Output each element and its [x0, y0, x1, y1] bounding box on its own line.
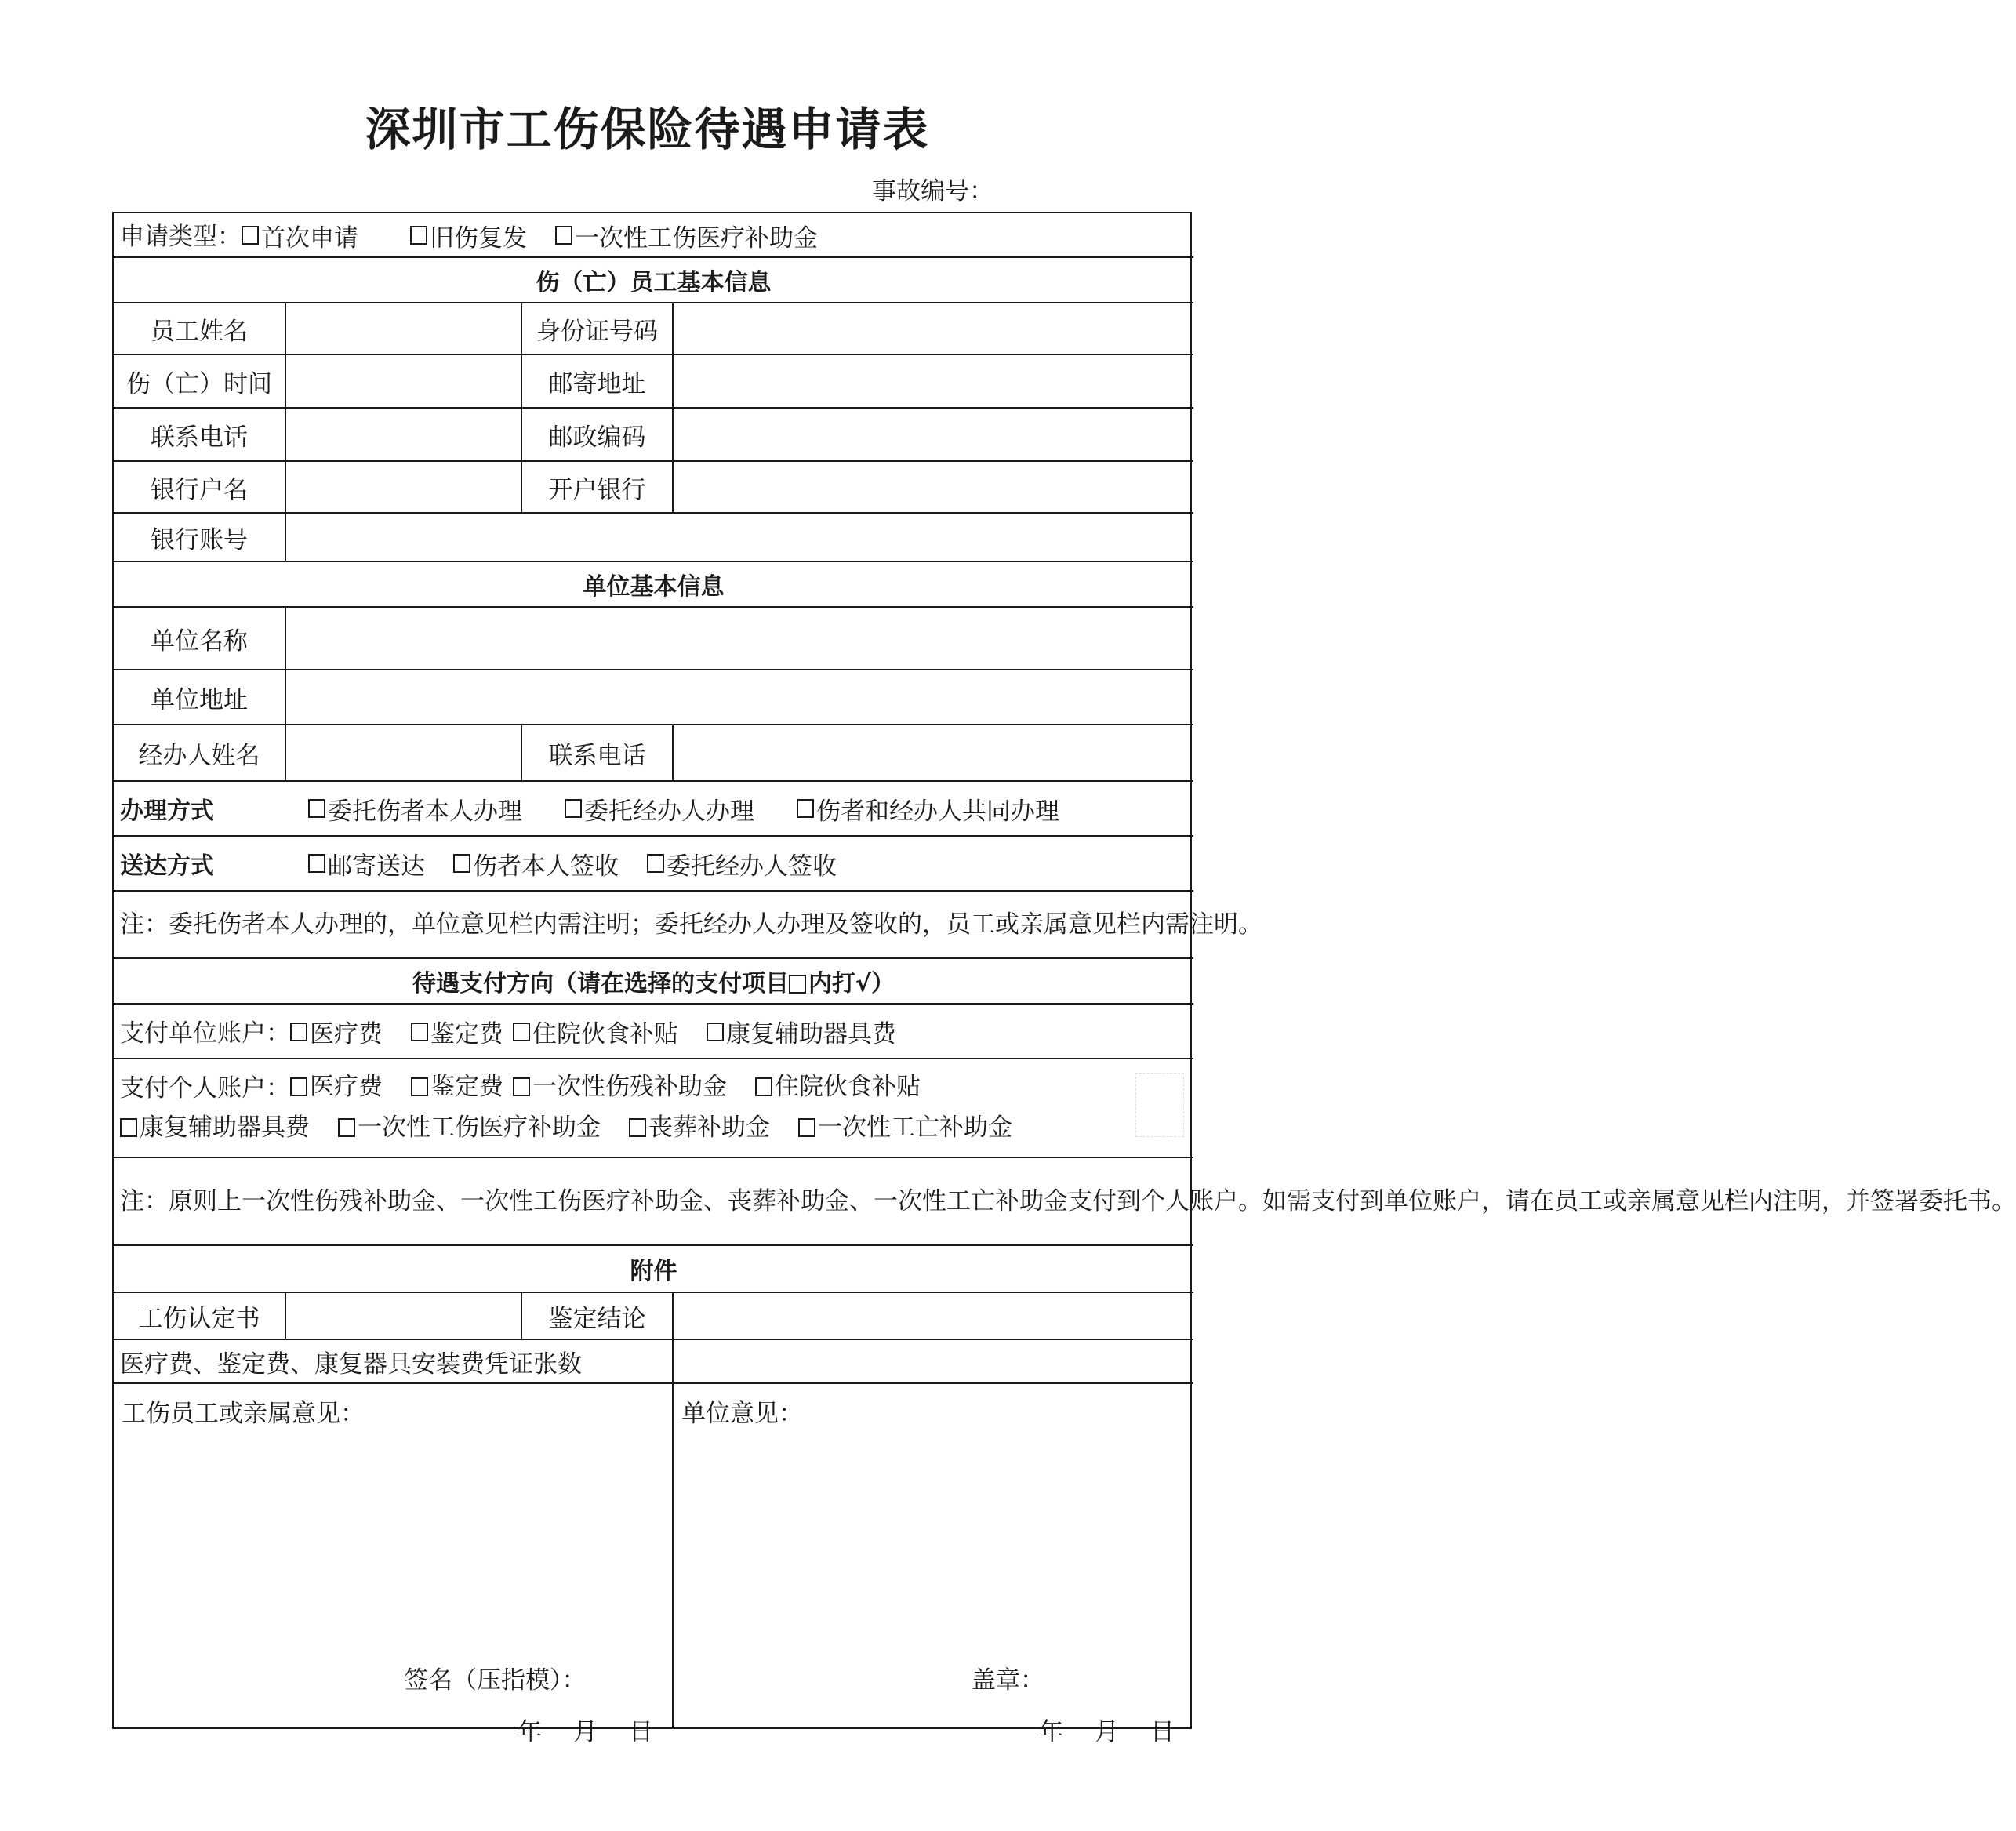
handler-phone-label: 联系电话	[521, 725, 673, 781]
accident-number-label: 事故编号：	[872, 177, 993, 205]
delivery-method-row	[114, 836, 1193, 891]
handling-method-label: 办理方式	[120, 797, 214, 825]
checkbox[interactable]	[513, 1077, 530, 1096]
checkbox[interactable]	[647, 854, 664, 873]
employer-section-header: 单位基本信息	[114, 561, 1193, 607]
personal-option-disability-subsidy[interactable]: 一次性伤残补助金	[513, 1067, 727, 1106]
pay-unit-account-label: 支付单位账户：	[120, 1019, 290, 1048]
injury-certificate-field[interactable]	[285, 1292, 521, 1339]
application-form	[112, 212, 2016, 1746]
handling-note: 注：委托伤者本人办理的，单位意见栏内需注明；委托经办人办理及签收的，员工或亲属意见栏内需注明。	[114, 891, 1193, 958]
pay-unit-account-row	[114, 1004, 1193, 1059]
application-type-label: 申请类型：	[120, 223, 242, 252]
id-number-label: 身份证号码	[521, 303, 673, 354]
id-number-field[interactable]	[673, 303, 1193, 354]
bank-account-number-label: 银行账号	[114, 513, 285, 561]
voucher-count-field[interactable]	[673, 1339, 1193, 1383]
employer-date: 年 月 日	[1039, 1718, 1175, 1746]
attachments-section-header: 附件	[114, 1245, 1193, 1292]
checkbox[interactable]	[707, 1023, 724, 1041]
stamp-label: 盖章：	[972, 1666, 1044, 1695]
postcode-label: 邮政编码	[521, 408, 673, 461]
employee-opinion-title: 工伤员工或亲属意见：	[122, 1400, 365, 1428]
unit-option-appraisal-fee[interactable]: 鉴定费	[411, 1014, 503, 1049]
pay-personal-account-row	[114, 1059, 1193, 1157]
option-handled-jointly[interactable]: 伤者和经办人共同办理	[797, 791, 1059, 826]
employee-name-field[interactable]	[285, 303, 521, 354]
employee-section-header: 伤（亡）员工基本信息	[114, 257, 1193, 303]
checkbox[interactable]	[453, 854, 470, 873]
signature-label: 签名（压指模）：	[404, 1666, 587, 1695]
checkbox[interactable]	[798, 1118, 815, 1137]
checkbox[interactable]	[338, 1118, 355, 1137]
personal-option-lump-sum-medical-subsidy[interactable]: 一次性工伤医疗补助金	[338, 1108, 601, 1147]
option-handled-by-injured[interactable]: 委托伤者本人办理	[308, 791, 522, 826]
unit-option-rehab-device-fee[interactable]: 康复辅助器具费	[707, 1014, 896, 1049]
checkbox[interactable]	[290, 1077, 307, 1096]
employer-opinion-title: 单位意见：	[681, 1400, 803, 1428]
employer-address-label: 单位地址	[114, 670, 285, 725]
option-first-application[interactable]: 首次申请	[242, 218, 358, 253]
bank-account-name-label: 银行户名	[114, 461, 285, 513]
bank-account-number-field[interactable]	[285, 513, 1193, 561]
faint-stamp-mark	[1135, 1073, 1184, 1137]
employer-address-field[interactable]	[285, 670, 1193, 725]
pay-personal-account-label: 支付个人账户：	[120, 1074, 290, 1103]
mail-address-field[interactable]	[673, 354, 1193, 408]
employer-name-field[interactable]	[285, 607, 1193, 670]
employer-opinion-box[interactable]	[673, 1383, 1193, 1746]
application-type-row	[114, 213, 1193, 257]
unit-option-medical-fee[interactable]: 医疗费	[290, 1014, 383, 1049]
personal-option-funeral-subsidy[interactable]: 丧葬补助金	[629, 1108, 770, 1147]
checkbox[interactable]	[308, 854, 325, 873]
form-title: 深圳市工伤保险待遇申请表	[365, 103, 930, 156]
injury-certificate-label: 工伤认定书	[114, 1292, 285, 1339]
personal-option-death-subsidy[interactable]: 一次性工亡补助金	[798, 1108, 1012, 1147]
checkbox[interactable]	[290, 1023, 307, 1041]
mail-address-label: 邮寄地址	[521, 354, 673, 408]
unit-option-meal-subsidy[interactable]: 住院伙食补贴	[513, 1014, 678, 1049]
injury-time-field[interactable]	[285, 354, 521, 408]
checkbox[interactable]	[797, 799, 814, 818]
handler-name-field[interactable]	[285, 725, 521, 781]
option-injured-signs[interactable]: 伤者本人签收	[453, 846, 619, 881]
checkbox[interactable]	[555, 226, 572, 245]
handling-method-row	[114, 781, 1193, 836]
checkbox[interactable]	[410, 226, 427, 245]
personal-option-meal-subsidy[interactable]: 住院伙食补贴	[755, 1067, 921, 1106]
employer-name-label: 单位名称	[114, 607, 285, 670]
checkbox[interactable]	[755, 1077, 772, 1096]
employee-phone-field[interactable]	[285, 408, 521, 461]
checkbox[interactable]	[513, 1023, 530, 1041]
payment-note: 注：原则上一次性伤残补助金、一次性工伤医疗补助金、丧葬补助金、一次性工亡补助金支付到个人账户。如需支付到单位账户，请在员工或亲属意见栏内注明，并签署委托书。	[114, 1157, 1193, 1245]
bank-account-name-field[interactable]	[285, 461, 521, 513]
employee-opinion-box[interactable]	[114, 1383, 673, 1746]
bank-field[interactable]	[673, 461, 1193, 513]
checkbox-sample-icon	[789, 975, 806, 994]
delivery-method-label: 送达方式	[120, 852, 214, 880]
handler-phone-field[interactable]	[673, 725, 1193, 781]
option-old-injury-recurrence[interactable]: 旧伤复发	[410, 218, 527, 253]
personal-option-appraisal-fee[interactable]: 鉴定费	[411, 1067, 503, 1106]
checkbox[interactable]	[411, 1023, 428, 1041]
injury-time-label: 伤（亡）时间	[114, 354, 285, 408]
voucher-count-label: 医疗费、鉴定费、康复器具安装费凭证张数	[114, 1339, 673, 1383]
handler-name-label: 经办人姓名	[114, 725, 285, 781]
checkbox[interactable]	[565, 799, 582, 818]
checkbox[interactable]	[308, 799, 325, 818]
employee-name-label: 员工姓名	[114, 303, 285, 354]
option-lump-sum-medical-subsidy[interactable]: 一次性工伤医疗补助金	[555, 218, 818, 253]
payment-section-header: 待遇支付方向（请在选择的支付项目 内打√）	[114, 958, 1193, 1004]
personal-option-medical-fee[interactable]: 医疗费	[290, 1067, 383, 1106]
appraisal-conclusion-label: 鉴定结论	[521, 1292, 673, 1339]
checkbox[interactable]	[629, 1118, 646, 1137]
employee-date: 年 月 日	[518, 1718, 653, 1746]
postcode-field[interactable]	[673, 408, 1193, 461]
appraisal-conclusion-field[interactable]	[673, 1292, 1193, 1339]
checkbox[interactable]	[242, 226, 259, 245]
option-handled-by-agent[interactable]: 委托经办人办理	[565, 791, 754, 826]
bank-label: 开户银行	[521, 461, 673, 513]
option-mail-delivery[interactable]: 邮寄送达	[308, 846, 425, 881]
personal-option-rehab-device-fee[interactable]: 康复辅助器具费	[120, 1108, 310, 1147]
option-agent-signs[interactable]: 委托经办人签收	[647, 846, 837, 881]
checkbox[interactable]	[120, 1118, 137, 1137]
employee-phone-label: 联系电话	[114, 408, 285, 461]
checkbox[interactable]	[411, 1077, 428, 1096]
